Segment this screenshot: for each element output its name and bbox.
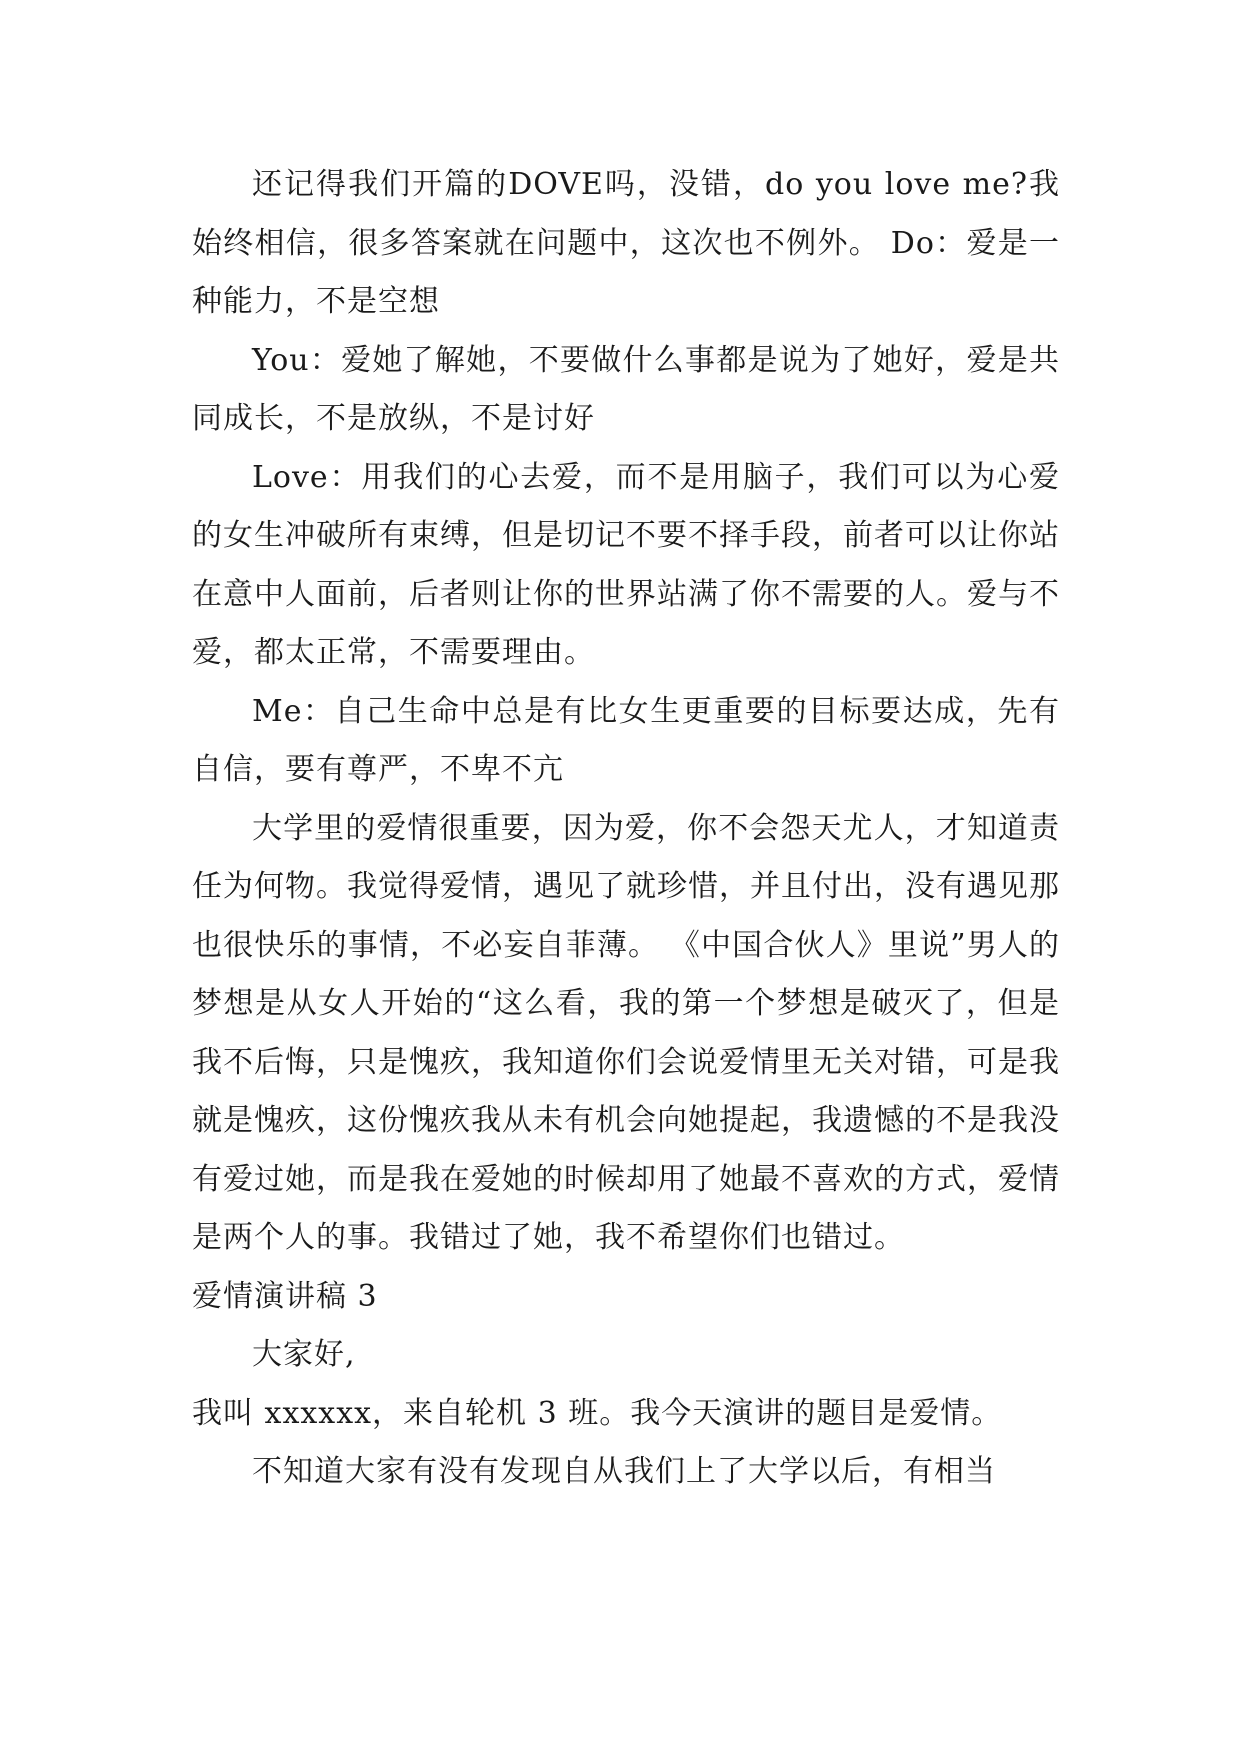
paragraph-dove-intro: 还记得我们开篇的DOVE吗，没错，do you love me?我始终相信，很多答案就在问题中，这次也不例外。 Do：爱是一种能力，不是空想 bbox=[192, 167, 1060, 319]
paragraph-college-love: 大学里的爱情很重要，因为爱，你不会怨天尤人，才知道责任为何物。我觉得爱情，遇见了就珍惜，并且付出，没有遇见那也很快乐的事情，不必妄自菲薄。 《中国合伙人》里说”男人的梦想是从女人开始的“这么看，我的第一个梦想是破灭了，但是我不后悔，只是愧疚，我知道你们会说爱情里无关对错，可是我就是愧疚，这份愧疚我从未有机会向她提起，我遗憾的不是我没有爱过她，而是我在爱她的时候却用了她最不喜欢的方式，爱情是两个人的事。我错过了她，我不希望你们也错过。 bbox=[192, 810, 1060, 1255]
paragraph-introduction: 我叫 xxxxxx，来自轮机 3 班。我今天演讲的题目是爱情。 bbox=[192, 1395, 1003, 1431]
paragraph-you: You：爱她了解她，不要做什么事都是说为了她好，爱是共同成长，不是放纵，不是讨好 bbox=[192, 342, 1060, 436]
paragraph-greeting: 大家好, bbox=[252, 1337, 356, 1372]
paragraph-opening: 不知道大家有没有发现自从我们上了大学以后，有相当 bbox=[252, 1454, 996, 1489]
document-body bbox=[192, 156, 1060, 1502]
paragraph-me: Me：自己生命中总是有比女生更重要的目标要达成，先有自信，要有尊严，不卑不亢 bbox=[192, 693, 1060, 787]
section-heading: 爱情演讲稿 3 bbox=[192, 1278, 378, 1314]
paragraph-love: Love：用我们的心去爱，而不是用脑子，我们可以为心爱的女生冲破所有束缚，但是切记不要不择手段，前者可以让你站在意中人面前，后者则让你的世界站满了你不需要的人。爱与不爱，都太正常，不需要理由。 bbox=[192, 459, 1060, 670]
